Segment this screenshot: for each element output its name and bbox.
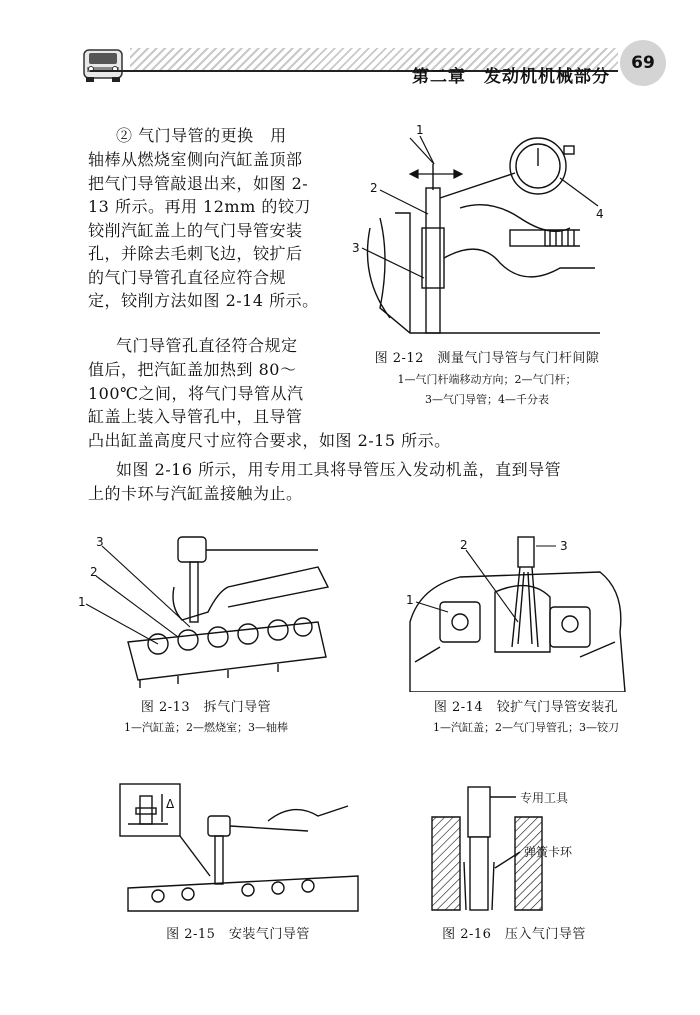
text-line: 把气门导管敲退出来，如图 2- <box>88 173 309 193</box>
text-line: 孔，并除去毛刺飞边，铰扩后 <box>88 244 303 263</box>
paragraph-press-in <box>116 458 636 482</box>
car-logo-icon <box>80 40 126 84</box>
figure-2-12-legend-line2: 3—气门导管；4—千分表 <box>425 393 549 406</box>
paragraph-press-in-body <box>88 482 608 506</box>
fig-label: 2 <box>460 538 468 552</box>
text-line: 100℃之间，将气门导管从汽 <box>88 383 304 403</box>
label-special-tool: 专用工具 <box>520 791 569 805</box>
fig-label: 2 <box>370 181 378 195</box>
text-line: 凸出缸盖高度尺寸应符合要求，如图 2-15 所示。 <box>88 430 451 450</box>
paragraph-valve-guide-body <box>88 148 350 313</box>
figure-2-12-caption: 图 2-12 测量气门导管与气门杆间隙 <box>374 351 600 366</box>
figure-2-15-illustration <box>118 776 368 916</box>
fig-label: 4 <box>596 207 604 221</box>
label-spring-clip: 弹簧卡环 <box>524 845 573 859</box>
text-line: ② 气门导管的更换 用 <box>116 126 287 145</box>
figure-2-13-caption: 图 2-13 拆气门导管 <box>140 700 272 715</box>
text-line: 定，铰削方法如图 2-14 所示。 <box>88 291 319 310</box>
fig-label: 1 <box>416 123 424 137</box>
dial-indicator-icon <box>510 138 574 194</box>
figure-2-12-legend-line1: 1—气门杆端移动方向；2—气门杆； <box>397 373 577 386</box>
text-line: 如图 2-16 所示，用专用工具将导管压入发动机盖，直到导管 <box>116 460 562 479</box>
paragraph-heating-install <box>116 334 356 358</box>
fig-label: 3 <box>560 539 568 553</box>
fig-label: 1 <box>406 593 414 607</box>
figure-2-13-illustration <box>78 532 340 692</box>
figure-2-14-legend: 1—汽缸盖；2—气门导管孔；3—铰刀 <box>433 721 619 734</box>
text-line: 铰削汽缸盖上的气门导管安装 <box>88 220 303 240</box>
fig-label: 2 <box>90 565 98 579</box>
text-line: 值后，把汽缸盖加热到 80～ <box>88 360 297 379</box>
figure-2-12-illustration <box>350 118 610 340</box>
delta-label: Δ <box>166 797 175 811</box>
page-number: 69 <box>620 40 666 86</box>
figure-2-14-caption: 图 2-14 铰扩气门导管安装孔 <box>433 700 619 715</box>
figure-2-16-caption: 图 2-16 压入气门导管 <box>442 927 586 942</box>
figure-2-14-illustration <box>400 532 630 692</box>
text-line: 轴棒从燃烧室侧向汽缸盖顶部 <box>88 150 303 169</box>
text-line: 缸盖上装入导管孔中，且导管 <box>88 407 303 426</box>
chapter-title: 第二章 发动机机械部分 <box>412 67 610 87</box>
figure-2-13-legend: 1—汽缸盖；2—燃烧室；3—轴棒 <box>124 721 288 734</box>
paragraph-valve-guide-replacement <box>116 124 346 148</box>
text-line: 的气门导管孔直径应符合规 <box>88 267 287 287</box>
page-header <box>0 0 700 100</box>
fig-label: 1 <box>78 595 86 609</box>
text-line: 13 所示。再用 12mm 的铰刀 <box>88 197 311 216</box>
fig-label: 3 <box>352 241 360 255</box>
text-line: 上的卡环与汽缸盖接触为止。 <box>88 484 303 503</box>
figure-2-15-caption: 图 2-15 安装气门导管 <box>166 927 310 942</box>
text-line: 气门导管孔直径符合规定 <box>116 336 298 355</box>
figure-2-16-illustration <box>420 782 640 912</box>
fig-label: 3 <box>96 535 104 549</box>
